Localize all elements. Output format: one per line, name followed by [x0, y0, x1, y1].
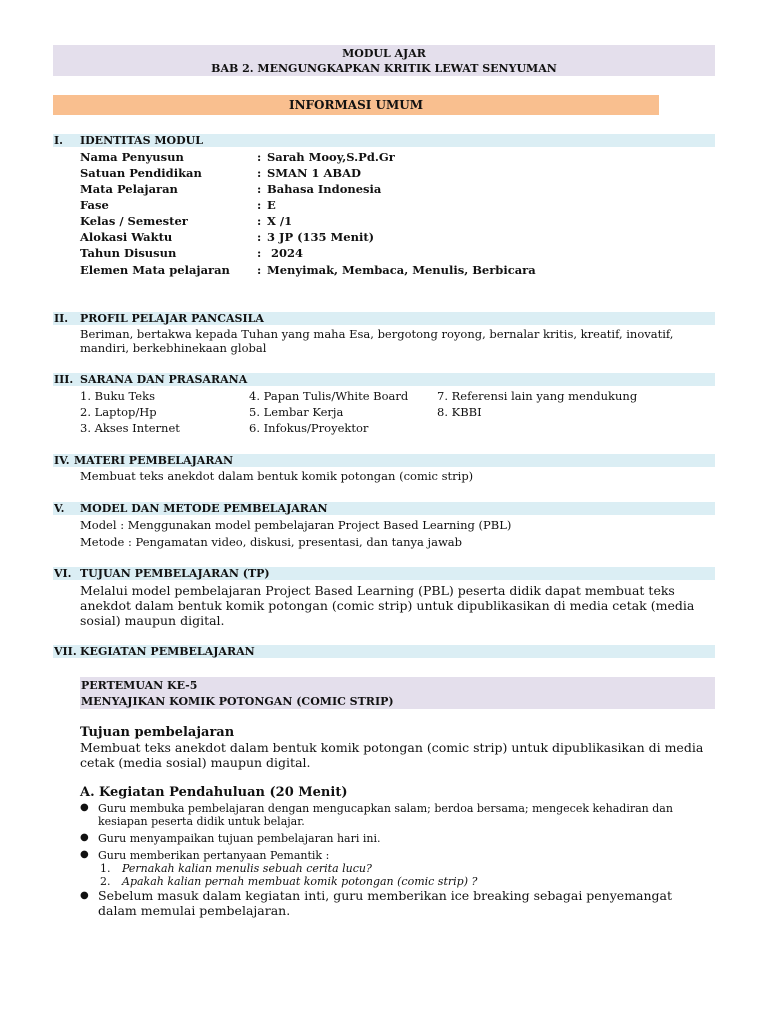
question-text: Apakah kalian pernah membuat komik potongan (comic strip) ? [122, 875, 478, 888]
sarana-item: 7. Referensi lain yang mendukung [437, 389, 638, 403]
question-number: 1. [100, 862, 111, 875]
pertemuan-title: PERTEMUAN KE-5 [81, 679, 198, 692]
identity-colon: : [257, 246, 262, 260]
identity-label: Fase [80, 198, 109, 212]
bullet-dot-icon: ● [80, 832, 89, 843]
sarana-item: 4. Papan Tulis/White Board [249, 389, 409, 403]
section-number: V. [54, 502, 65, 515]
identity-label: Mata Pelajaran [80, 182, 178, 196]
question-text: Pernakah kalian menulis sebuah cerita lucu? [122, 862, 372, 875]
section-title: MATERI PEMBELAJARAN [74, 454, 234, 467]
section-title: IDENTITAS MODUL [80, 134, 203, 147]
identity-value: 2024 [267, 246, 304, 260]
section-title: PROFIL PELAJAR PANCASILA [80, 312, 264, 325]
bullet-dot-icon: ● [80, 849, 89, 860]
identity-colon: : [257, 230, 262, 244]
sarana-item: 3. Akses Internet [80, 421, 180, 435]
section-number: I. [54, 134, 63, 147]
bullet-text: Sebelum masuk dalam kegiatan inti, guru memberikan ice breaking sebagai penyemangat [98, 888, 673, 903]
identity-colon: : [257, 214, 262, 228]
doc-title: MODUL AJAR [342, 47, 426, 60]
bullet-dot-icon: ● [80, 890, 89, 901]
section-number: VII. [54, 645, 77, 658]
identity-colon: : [257, 166, 262, 180]
bullet-text: kesiapan peserta didik untuk belajar. [98, 815, 305, 828]
info-umum-heading: INFORMASI UMUM [53, 95, 659, 115]
section-number: IV. [54, 454, 70, 467]
tujuan-text-line: anekdot dalam bentuk komik potongan (comic strip) untuk dipublikasikan di media cetak (media [80, 598, 695, 613]
identity-label: Satuan Pendidikan [80, 166, 202, 180]
section-title: MODEL DAN METODE PEMBELAJARAN [80, 502, 328, 515]
identity-label: Tahun Disusun [80, 246, 177, 260]
identity-colon: : [257, 198, 262, 212]
section-title: SARANA DAN PRASARANA [80, 373, 248, 386]
sarana-item: 6. Infokus/Proyektor [249, 421, 369, 435]
section-title: KEGIATAN PEMBELAJARAN [80, 645, 255, 658]
identity-value: E [267, 198, 276, 212]
section-title: TUJUAN PEMBELAJARAN (TP) [80, 567, 270, 580]
identity-label: Alokasi Waktu [80, 230, 173, 244]
identity-colon: : [257, 263, 262, 277]
bullet-text: Guru menyampaikan tujuan pembelajaran hari ini. [98, 832, 381, 845]
doc-subtitle: BAB 2. MENGUNGKAPKAN KRITIK LEWAT SENYUMAN [211, 62, 557, 75]
metode-text: Metode : Pengamatan video, diskusi, presentasi, dan tanya jawab [80, 535, 463, 549]
tujuan-text-line: Melalui model pembelajaran Project Based Learning (PBL) peserta didik dapat membuat teks [80, 583, 675, 598]
identity-value: Sarah Mooy,S.Pd.Gr [267, 150, 395, 164]
kegiatan-marker: A. [80, 785, 95, 800]
sarana-item: 8. KBBI [437, 405, 482, 419]
materi-text: Membuat teks anekdot dalam bentuk komik potongan (comic strip) [80, 469, 474, 483]
identity-value: Bahasa Indonesia [267, 182, 382, 196]
question-number: 2. [100, 875, 111, 888]
sarana-item: 2. Laptop/Hp [80, 405, 157, 419]
identity-label: Elemen Mata pelajaran [80, 263, 230, 277]
sarana-item: 1. Buku Teks [80, 389, 155, 403]
profil-text-line: mandiri, berkebhinekaan global [80, 341, 267, 355]
section-number: VI. [54, 567, 72, 580]
identity-value: SMAN 1 ABAD [267, 166, 362, 180]
identity-value: X /1 [267, 214, 293, 228]
bullet-text: dalam memulai pembelajaran. [98, 903, 291, 918]
bullet-dot-icon: ● [80, 802, 89, 813]
profil-text-line: Beriman, bertakwa kepada Tuhan yang maha Esa, bergotong royong, bernalar kritis, kreatif, inovatif, [80, 327, 674, 341]
kegiatan-heading: Kegiatan Pendahuluan (20 Menit) [99, 785, 348, 800]
tujuan-pembelajaran-line: Membuat teks anekdot dalam bentuk komik potongan (comic strip) untuk dipublikasikan di media [80, 740, 704, 755]
pertemuan-subtitle: MENYAJIKAN KOMIK POTONGAN (COMIC STRIP) [81, 695, 394, 708]
identity-label: Kelas / Semester [80, 214, 188, 228]
bullet-text: Guru membuka pembelajaran dengan mengucapkan salam; berdoa bersama; mengecek kehadiran dan [98, 802, 673, 815]
identity-value: 3 JP (135 Menit) [267, 230, 375, 244]
identity-colon: : [257, 150, 262, 164]
identity-colon: : [257, 182, 262, 196]
tujuan-pembelajaran-line: cetak (media sosial) maupun digital. [80, 755, 311, 770]
section-number: II. [54, 312, 69, 325]
model-text: Model : Menggunakan model pembelajaran Project Based Learning (PBL) [80, 518, 512, 532]
tujuan-text-line: sosial) maupun digital. [80, 613, 225, 628]
identity-value: Menyimak, Membaca, Menulis, Berbicara [267, 263, 536, 277]
sarana-item: 5. Lembar Kerja [249, 405, 344, 419]
identity-label: Nama Penyusun [80, 150, 184, 164]
tujuan-pembelajaran-heading: Tujuan pembelajaran [80, 725, 235, 740]
bullet-text: Guru memberikan pertanyaan Pemantik : [98, 849, 330, 862]
section-number: III. [54, 373, 74, 386]
